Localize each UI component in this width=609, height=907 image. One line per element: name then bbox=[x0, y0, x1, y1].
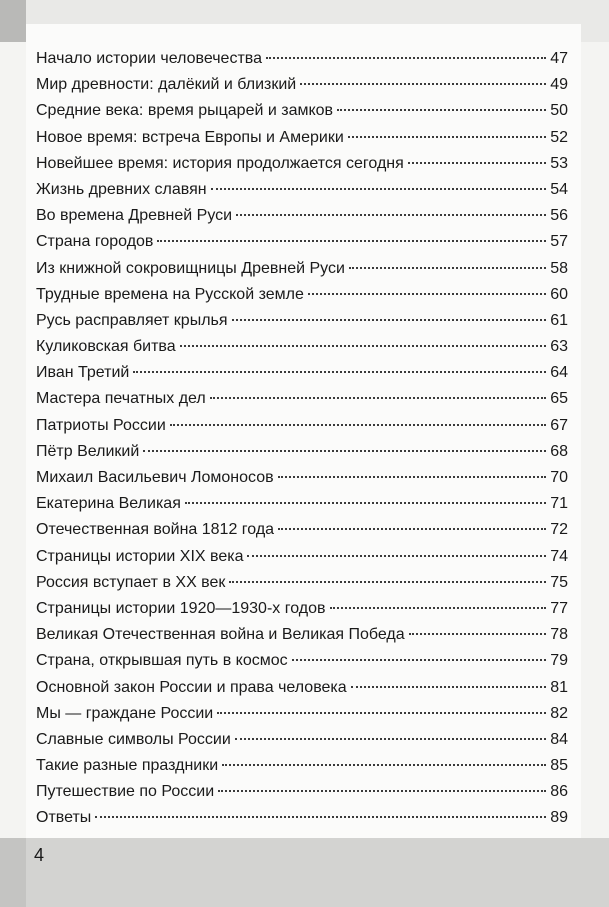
toc-entry bbox=[36, 72, 568, 98]
toc-entry-title: Патриоты России bbox=[36, 416, 166, 434]
toc-dot-leader bbox=[143, 450, 546, 452]
toc-entry bbox=[36, 413, 568, 439]
toc-dot-leader bbox=[180, 345, 547, 347]
toc-dot-leader bbox=[278, 476, 547, 478]
toc-entry-page: 61 bbox=[550, 311, 568, 329]
toc-entry-page: 65 bbox=[550, 390, 568, 408]
toc-entry bbox=[36, 753, 568, 779]
toc-entry-title: Из книжной сокровищницы Древней Руси bbox=[36, 259, 345, 277]
toc-entry bbox=[36, 701, 568, 727]
toc-entry bbox=[36, 491, 568, 517]
top-margin-edge bbox=[0, 0, 26, 42]
toc-entry-page: 49 bbox=[550, 76, 568, 94]
toc-entry bbox=[36, 177, 568, 203]
toc-entry-page: 54 bbox=[550, 180, 568, 198]
toc-entry bbox=[36, 360, 568, 386]
toc-dot-leader bbox=[235, 738, 546, 740]
toc-dot-leader bbox=[236, 214, 546, 216]
page-number: 4 bbox=[34, 845, 45, 865]
toc-entry-page: 47 bbox=[550, 50, 568, 67]
toc-entry-title: Иван Третий bbox=[36, 364, 130, 382]
toc-entry bbox=[36, 727, 568, 753]
toc-entry bbox=[36, 203, 568, 229]
toc-entry bbox=[36, 465, 568, 491]
toc-entry-page: 84 bbox=[550, 730, 568, 748]
toc-entry-title: Россия вступает в XX век bbox=[36, 573, 226, 591]
toc-entry bbox=[36, 256, 568, 282]
bottom-margin-band-light bbox=[26, 838, 609, 907]
toc-entry-title: Основной закон России и права человека bbox=[36, 678, 347, 696]
toc-entry-page: 77 bbox=[550, 599, 568, 617]
toc-entry bbox=[36, 125, 568, 151]
toc-entry-page: 74 bbox=[550, 547, 568, 565]
toc-entry-page: 79 bbox=[550, 652, 568, 670]
toc-entry bbox=[36, 334, 568, 360]
toc-entry bbox=[36, 805, 568, 831]
toc-dot-leader bbox=[185, 502, 546, 504]
toc-entry-title: Жизнь древних славян bbox=[36, 180, 207, 198]
toc-entry-title: Куликовская битва bbox=[36, 338, 176, 356]
toc-entry-page: 71 bbox=[550, 495, 568, 513]
toc-entry-page: 68 bbox=[550, 442, 568, 460]
toc-dot-leader bbox=[232, 319, 547, 321]
toc-entry bbox=[36, 46, 568, 72]
toc-dot-leader bbox=[266, 57, 546, 59]
toc-dot-leader bbox=[229, 581, 546, 583]
toc-entry-title: Мы — граждане России bbox=[36, 704, 214, 722]
toc-dot-leader bbox=[157, 240, 546, 242]
toc-entry-title: Начало истории человечества bbox=[36, 50, 262, 67]
toc-entry-title: Екатерина Великая bbox=[36, 495, 181, 513]
toc-entry-title: Страницы истории 1920—1930-х годов bbox=[36, 599, 326, 617]
toc-entry-page: 78 bbox=[550, 626, 568, 644]
toc-entry bbox=[36, 517, 568, 543]
toc-dot-leader bbox=[222, 764, 546, 766]
toc-entry-page: 86 bbox=[550, 783, 568, 801]
toc-entry-title: Славные символы России bbox=[36, 730, 231, 748]
toc-entry-title: Русь расправляет крылья bbox=[36, 311, 228, 329]
toc-entry-page: 81 bbox=[550, 678, 568, 696]
toc-entry bbox=[36, 544, 568, 570]
toc-entry-page: 56 bbox=[550, 207, 568, 225]
toc-dot-leader bbox=[300, 83, 546, 85]
toc-entry-title: Такие разные праздники bbox=[36, 757, 219, 775]
toc-entry bbox=[36, 675, 568, 701]
toc-entry-page: 85 bbox=[550, 757, 568, 775]
toc-dot-leader bbox=[308, 293, 546, 295]
toc-entry-title: Мир древности: далёкий и близкий bbox=[36, 76, 297, 94]
toc-entry-title: Новейшее время: история продолжается сегодня bbox=[36, 154, 404, 172]
toc-entry bbox=[36, 596, 568, 622]
toc-entry-page: 50 bbox=[550, 102, 568, 120]
toc-dot-leader bbox=[95, 816, 546, 818]
toc-entry-page: 57 bbox=[550, 233, 568, 251]
toc-entry-page: 60 bbox=[550, 285, 568, 303]
toc-entry-page: 72 bbox=[550, 521, 568, 539]
toc-entry bbox=[36, 570, 568, 596]
toc-dot-leader bbox=[292, 659, 547, 661]
toc-entry-page: 52 bbox=[550, 128, 568, 146]
toc-entry bbox=[36, 386, 568, 412]
toc-dot-leader bbox=[409, 633, 547, 635]
toc-entry bbox=[36, 282, 568, 308]
toc-dot-leader bbox=[349, 267, 546, 269]
toc-entry-page: 70 bbox=[550, 469, 568, 486]
table-of-contents bbox=[36, 46, 568, 832]
toc-entry-title: Средние века: время рыцарей и замков bbox=[36, 102, 334, 120]
toc-entry-page: 75 bbox=[550, 573, 568, 591]
toc-entry-title: Отечественная война 1812 года bbox=[36, 521, 275, 539]
toc-dot-leader bbox=[210, 397, 546, 399]
toc-entry bbox=[36, 648, 568, 674]
toc-dot-leader bbox=[337, 109, 546, 111]
toc-entry bbox=[36, 229, 568, 255]
toc-dot-leader bbox=[211, 188, 547, 190]
toc-dot-leader bbox=[278, 528, 546, 530]
toc-entry-title: Трудные времена на Русской земле bbox=[36, 285, 304, 303]
toc-entry-page: 53 bbox=[550, 154, 568, 172]
toc-entry bbox=[36, 779, 568, 805]
toc-entry bbox=[36, 622, 568, 648]
toc-entry-title: Путешествие по России bbox=[36, 783, 215, 801]
toc-entry-page: 82 bbox=[550, 704, 568, 722]
toc-dot-leader bbox=[170, 424, 546, 426]
toc-dot-leader bbox=[351, 686, 547, 688]
toc-entry-title: Страницы истории XIX века bbox=[36, 547, 244, 565]
toc-entry-title: Новое время: встреча Европы и Америки bbox=[36, 128, 344, 146]
toc-entry-page: 89 bbox=[550, 809, 568, 827]
toc-entry-page: 63 bbox=[550, 338, 568, 356]
toc-entry-title: Мастера печатных дел bbox=[36, 390, 206, 408]
toc-entry-title: Страна, открывшая путь в космос bbox=[36, 652, 288, 670]
toc-dot-leader bbox=[247, 555, 546, 557]
toc-entry bbox=[36, 151, 568, 177]
toc-entry bbox=[36, 439, 568, 465]
toc-entry bbox=[36, 98, 568, 124]
toc-entry-title: Пётр Великий bbox=[36, 442, 140, 460]
toc-entry bbox=[36, 308, 568, 334]
toc-entry-page: 64 bbox=[550, 364, 568, 382]
toc-entry-page: 67 bbox=[550, 416, 568, 434]
toc-dot-leader bbox=[218, 790, 546, 792]
toc-entry-title: Великая Отечественная война и Великая Победа bbox=[36, 626, 405, 644]
toc-dot-leader bbox=[217, 712, 546, 714]
toc-entry-page: 58 bbox=[550, 259, 568, 277]
toc-entry-title: Михаил Васильевич Ломоносов bbox=[36, 469, 274, 486]
toc-dot-leader bbox=[408, 162, 546, 164]
toc-entry-title: Во времена Древней Руси bbox=[36, 207, 233, 225]
toc-dot-leader bbox=[348, 136, 546, 138]
toc-dot-leader bbox=[330, 607, 547, 609]
toc-entry-title: Страна городов bbox=[36, 233, 154, 251]
toc-dot-leader bbox=[133, 371, 546, 373]
toc-entry-title: Ответы bbox=[36, 809, 92, 827]
